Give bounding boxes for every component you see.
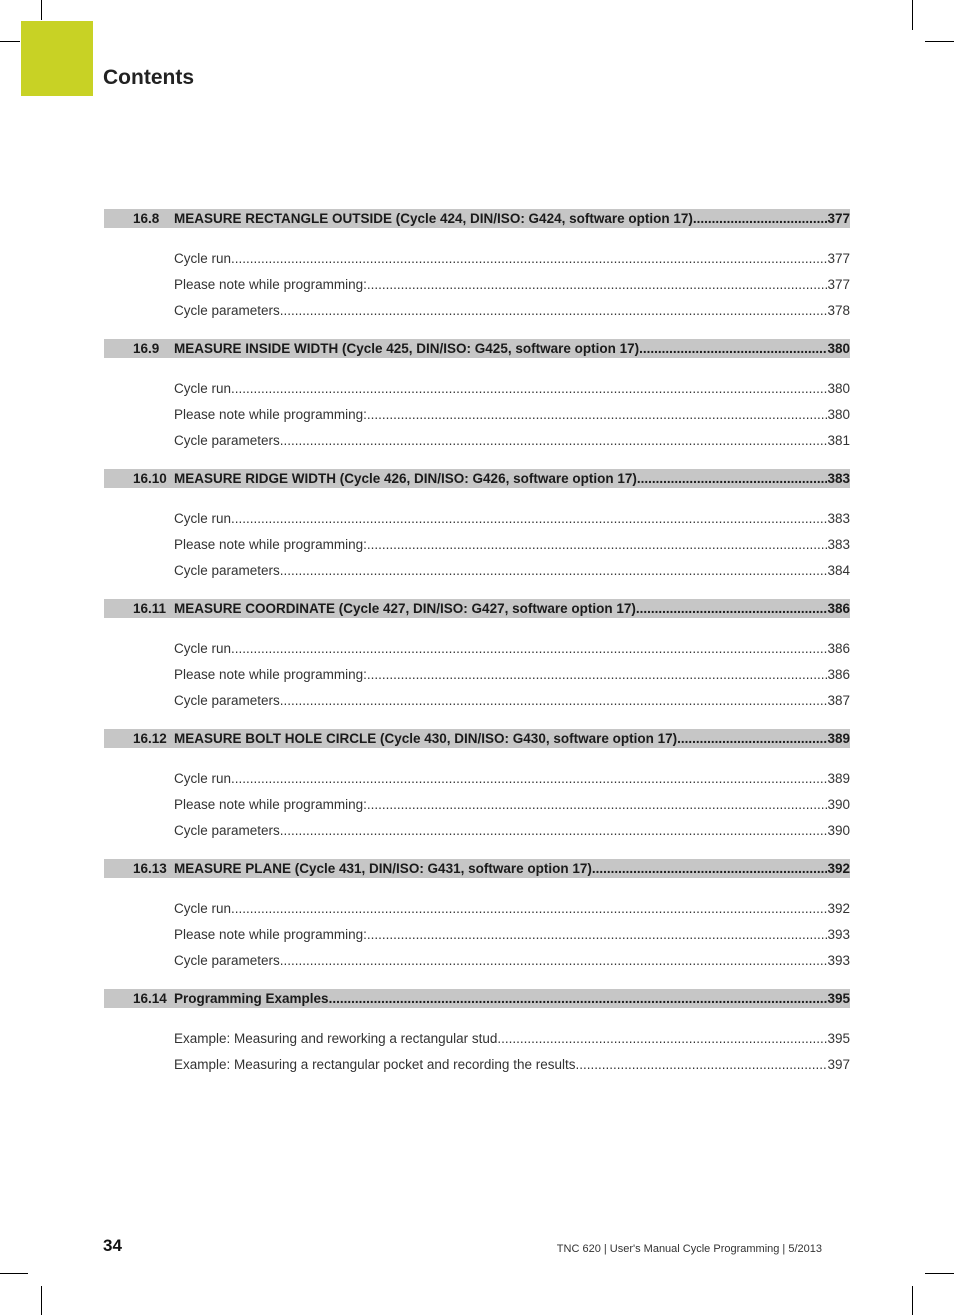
- section-number: 16.9: [133, 341, 160, 356]
- crop-mark-top-left-horizontal: [0, 41, 20, 42]
- entry-title: Cycle parameters: [174, 302, 280, 318]
- toc-entry[interactable]: [174, 895, 850, 921]
- toc-entry-row: [174, 297, 850, 323]
- toc-entry-list: [104, 505, 850, 583]
- toc-entry-list: [104, 1025, 850, 1077]
- entry-page-number: 393: [827, 952, 850, 968]
- section-page-number: 386: [827, 601, 850, 616]
- toc-entry[interactable]: [174, 791, 850, 817]
- dot-leader: [231, 381, 827, 396]
- entry-title: Please note while programming:: [174, 666, 367, 682]
- dot-leader: [693, 211, 828, 226]
- dot-leader: [280, 433, 828, 448]
- toc-section: [104, 339, 850, 453]
- toc-entry-row: [174, 1025, 850, 1051]
- toc-section-heading[interactable]: [104, 859, 850, 878]
- entry-title: Please note while programming:: [174, 796, 367, 812]
- entry-title: Cycle run: [174, 380, 232, 396]
- toc-entry-row: [174, 245, 850, 271]
- crop-mark-bottom-left-horizontal: [0, 1273, 28, 1274]
- entry-page-number: 393: [827, 926, 850, 942]
- toc-entry-row: [174, 921, 850, 947]
- crop-mark-top-left-vertical: [41, 0, 42, 20]
- dot-leader: [367, 927, 828, 942]
- footer-page-number: 34: [103, 1236, 122, 1255]
- section-title: MEASURE RECTANGLE OUTSIDE (Cycle 424, DIN/ISO: G424, software option 17): [174, 211, 693, 226]
- entry-title: Please note while programming:: [174, 926, 367, 942]
- section-title: MEASURE BOLT HOLE CIRCLE (Cycle 430, DIN/ISO: G430, software option 17): [174, 731, 678, 746]
- section-number: 16.11: [133, 601, 167, 616]
- dot-leader: [639, 341, 827, 356]
- dot-leader: [367, 277, 828, 292]
- toc-section: [104, 729, 850, 843]
- entry-page-number: 387: [827, 692, 850, 708]
- entry-page-number: 392: [827, 900, 850, 916]
- crop-mark-bottom-right-horizontal: [925, 1273, 954, 1274]
- toc-entry[interactable]: [174, 765, 850, 791]
- section-number: 16.14: [133, 991, 167, 1006]
- entry-title: Example: Measuring and reworking a rectangular stud: [174, 1030, 498, 1046]
- toc-entry[interactable]: [174, 635, 850, 661]
- entry-page-number: 381: [827, 432, 850, 448]
- dot-leader: [329, 991, 828, 1006]
- toc-entry-row: [174, 401, 850, 427]
- toc-entry-row: [174, 687, 850, 713]
- entry-title: Please note while programming:: [174, 536, 367, 552]
- entry-page-number: 386: [827, 640, 850, 656]
- toc-entry-row: [174, 427, 850, 453]
- dot-leader: [592, 861, 828, 876]
- toc-section: [104, 859, 850, 973]
- dot-leader: [231, 511, 827, 526]
- toc-entry[interactable]: [174, 947, 850, 973]
- section-title: MEASURE COORDINATE (Cycle 427, DIN/ISO: G427, software option 17): [174, 601, 636, 616]
- toc-entry-row: [174, 375, 850, 401]
- dot-leader: [280, 953, 828, 968]
- section-page-number: 383: [827, 471, 850, 486]
- toc-section-heading[interactable]: [104, 599, 850, 618]
- section-title: MEASURE INSIDE WIDTH (Cycle 425, DIN/ISO: G425, software option 17): [174, 341, 640, 356]
- toc-entry[interactable]: [174, 505, 850, 531]
- section-heading-row: [174, 471, 850, 486]
- entry-title: Please note while programming:: [174, 406, 367, 422]
- toc-section: [104, 469, 850, 583]
- toc-entry[interactable]: [174, 427, 850, 453]
- entry-page-number: 378: [827, 302, 850, 318]
- entry-title: Cycle run: [174, 640, 232, 656]
- section-heading-row: [174, 601, 850, 616]
- toc-entry[interactable]: [174, 921, 850, 947]
- toc-entry-list: [104, 765, 850, 843]
- toc-entry[interactable]: [174, 1025, 850, 1051]
- dot-leader: [367, 537, 828, 552]
- toc-entry[interactable]: [174, 245, 850, 271]
- section-page-number: 377: [827, 211, 850, 226]
- dot-leader: [497, 1031, 827, 1046]
- dot-leader: [280, 823, 828, 838]
- dot-leader: [231, 771, 827, 786]
- toc-entry-row: [174, 947, 850, 973]
- section-number: 16.12: [133, 731, 167, 746]
- toc-entry-list: [104, 895, 850, 973]
- chapter-accent-block: [21, 21, 93, 96]
- section-page-number: 389: [827, 731, 850, 746]
- section-number: 16.13: [133, 861, 167, 876]
- table-of-contents: [104, 209, 850, 1093]
- entry-title: Cycle run: [174, 250, 232, 266]
- entry-page-number: 384: [827, 562, 850, 578]
- toc-entry-row: [174, 635, 850, 661]
- entry-title: Cycle run: [174, 770, 232, 786]
- dot-leader: [636, 601, 828, 616]
- section-heading-row: [174, 731, 850, 746]
- dot-leader: [280, 693, 828, 708]
- entry-page-number: 390: [827, 796, 850, 812]
- toc-section-heading[interactable]: [104, 209, 850, 228]
- entry-page-number: 383: [827, 536, 850, 552]
- section-heading-row: [174, 211, 850, 226]
- page-header-title: Contents: [103, 66, 194, 89]
- toc-entry[interactable]: [174, 557, 850, 583]
- section-page-number: 395: [827, 991, 850, 1006]
- toc-entry-row: [174, 765, 850, 791]
- section-title: MEASURE RIDGE WIDTH (Cycle 426, DIN/ISO: G426, software option 17): [174, 471, 637, 486]
- entry-page-number: 383: [827, 510, 850, 526]
- entry-page-number: 377: [827, 276, 850, 292]
- section-heading-row: [174, 341, 850, 356]
- toc-entry-list: [104, 375, 850, 453]
- toc-entry-row: [174, 817, 850, 843]
- entry-title: Cycle parameters: [174, 822, 280, 838]
- section-heading-row: [174, 861, 850, 876]
- toc-entry-row: [174, 557, 850, 583]
- section-number: 16.10: [133, 471, 167, 486]
- section-title: MEASURE PLANE (Cycle 431, DIN/ISO: G431, software option 17): [174, 861, 592, 876]
- entry-page-number: 380: [827, 406, 850, 422]
- dot-leader: [367, 797, 828, 812]
- toc-entry-row: [174, 661, 850, 687]
- toc-entry[interactable]: [174, 531, 850, 557]
- entry-page-number: 395: [827, 1030, 850, 1046]
- crop-mark-top-right-vertical: [912, 0, 913, 30]
- toc-section-heading[interactable]: [104, 729, 850, 748]
- crop-mark-top-right-horizontal: [925, 41, 954, 42]
- toc-entry-row: [174, 271, 850, 297]
- toc-entry[interactable]: [174, 687, 850, 713]
- dot-leader: [231, 641, 827, 656]
- section-number: 16.8: [133, 211, 160, 226]
- entry-title: Example: Measuring a rectangular pocket and recording the results: [174, 1056, 576, 1072]
- toc-section-heading[interactable]: [104, 469, 850, 488]
- toc-entry-row: [174, 1051, 850, 1077]
- entry-page-number: 390: [827, 822, 850, 838]
- entry-page-number: 397: [827, 1056, 850, 1072]
- footer-document-info: TNC 620 | User's Manual Cycle Programming | 5/2013: [556, 1243, 822, 1255]
- toc-entry-row: [174, 505, 850, 531]
- section-page-number: 392: [827, 861, 850, 876]
- dot-leader: [677, 731, 827, 746]
- entry-title: Cycle run: [174, 900, 232, 916]
- toc-entry[interactable]: [174, 401, 850, 427]
- toc-entry-list: [104, 635, 850, 713]
- toc-entry[interactable]: [174, 297, 850, 323]
- toc-entry-row: [174, 791, 850, 817]
- toc-section-heading[interactable]: [104, 339, 850, 358]
- toc-section-heading[interactable]: [104, 989, 850, 1008]
- toc-entry-row: [174, 531, 850, 557]
- entry-title: Cycle parameters: [174, 952, 280, 968]
- dot-leader: [280, 303, 828, 318]
- dot-leader: [367, 667, 828, 682]
- entry-title: Please note while programming:: [174, 276, 367, 292]
- toc-entry[interactable]: [174, 375, 850, 401]
- dot-leader: [367, 407, 828, 422]
- dot-leader: [231, 251, 827, 266]
- toc-section: [104, 989, 850, 1077]
- dot-leader: [637, 471, 828, 486]
- toc-section: [104, 209, 850, 323]
- section-title: Programming Examples: [174, 991, 329, 1006]
- entry-title: Cycle parameters: [174, 562, 280, 578]
- section-heading-row: [174, 991, 850, 1006]
- entry-page-number: 380: [827, 380, 850, 396]
- dot-leader: [231, 901, 827, 916]
- dot-leader: [280, 563, 828, 578]
- entry-title: Cycle parameters: [174, 432, 280, 448]
- toc-entry[interactable]: [174, 271, 850, 297]
- crop-mark-bottom-right-vertical: [912, 1286, 913, 1315]
- entry-page-number: 386: [827, 666, 850, 682]
- section-page-number: 380: [827, 341, 850, 356]
- toc-entry[interactable]: [174, 1051, 850, 1077]
- entry-title: Cycle parameters: [174, 692, 280, 708]
- crop-mark-bottom-left-vertical: [41, 1286, 42, 1315]
- dot-leader: [575, 1057, 827, 1072]
- toc-section: [104, 599, 850, 713]
- entry-title: Cycle run: [174, 510, 232, 526]
- toc-entry[interactable]: [174, 817, 850, 843]
- toc-entry[interactable]: [174, 661, 850, 687]
- toc-entry-list: [104, 245, 850, 323]
- entry-page-number: 389: [827, 770, 850, 786]
- toc-entry-row: [174, 895, 850, 921]
- entry-page-number: 377: [827, 250, 850, 266]
